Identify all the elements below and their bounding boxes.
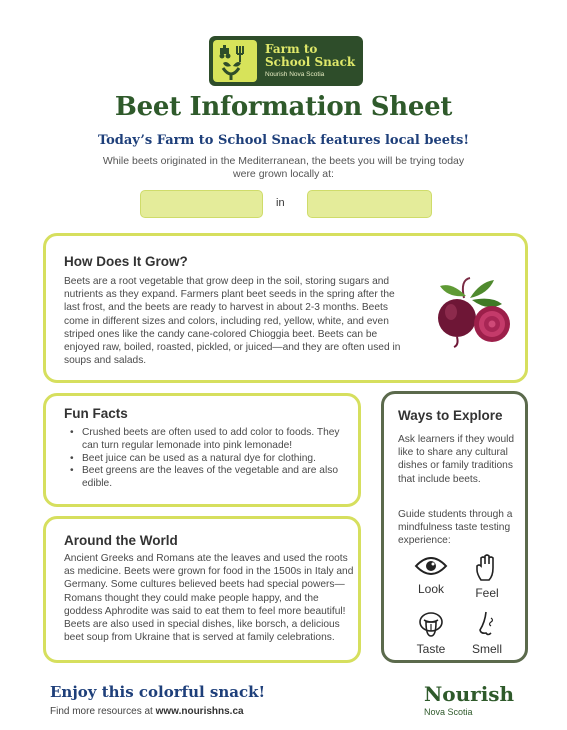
sense-feel: [462, 554, 512, 600]
nose-icon: [477, 610, 497, 638]
resources-link[interactable]: www.nourishns.ca: [155, 706, 244, 717]
sense-look: [406, 554, 456, 596]
footer-title: Enjoy this colorful snack!: [50, 683, 266, 701]
fun-facts-title: Fun Facts: [64, 406, 128, 421]
farm-to-school-logo: [209, 36, 363, 86]
fun-fact-item: • Crushed beets are often used to add color to foods. They can turn regular lemonade into pink lemonade!: [70, 427, 350, 453]
location-connector: in: [276, 197, 285, 209]
nourish-logo-subtitle: Nova Scotia: [424, 707, 473, 717]
nourish-logo: Nourish: [424, 682, 515, 706]
intro-text: While beets originated in the Mediterranean, the beets you will be trying today were grown locally at:: [102, 155, 465, 180]
explore-paragraph-2: Guide students through a mindfulness taste testing experience:: [398, 509, 513, 547]
around-the-world-body: Ancient Greeks and Romans ate the leaves and used the roots as medicine. Beets were grown for food in the 1500s in Italy and Germany. Some cultures believed beets had special powers—Romans thought they could make people happy, and the goddess Aphrodite was said to eat them to feel more beautiful! Beets are also used in special dishes, like borsch, a delicious beet soup from Ukraine that is served at family celebrations.: [64, 553, 354, 644]
sense-smell-label: Smell: [471, 642, 502, 656]
grow-title: How Does It Grow?: [64, 254, 188, 269]
tongue-icon: [418, 610, 444, 638]
sense-smell: [462, 610, 512, 656]
fun-facts-card: [43, 393, 361, 507]
fun-fact-item: • Beet juice can be used as a natural dye for clothing.: [70, 453, 350, 466]
footer-resources: [50, 706, 244, 717]
farm-icon: [213, 40, 257, 82]
beet-illustration: [424, 276, 516, 348]
explore-paragraph-1: Ask learners if they would like to share any cultural dishes or family traditions that include beets.: [398, 434, 515, 485]
logo-line-3: Nourish Nova Scotia: [265, 71, 325, 78]
fun-facts-list: [70, 427, 350, 491]
logo-line-1: Farm to: [265, 42, 318, 56]
how-does-it-grow-card: [43, 233, 528, 383]
logo-line-2: School Snack: [265, 55, 356, 69]
sense-taste: [406, 610, 456, 656]
around-the-world-card: [43, 516, 361, 663]
farm-name-field[interactable]: [140, 190, 263, 218]
grow-body: Beets are a root vegetable that grow deep in the soil, storing sugars and nutrients as they expand. Farmers plant beet seeds in the spring after the last frost, and the beets are ready to harvest in about 2-3 months. Beets come in different sizes and colors, including red, yellow, white, and even striped ones like the candy cane-colored Chioggia beet. Beets can be enjoyed raw, boiled, roasted, pickled, or juiced—and they are often used in soups and salads.: [64, 276, 401, 367]
sense-look-label: Look: [417, 582, 445, 596]
page-subtitle: Today’s Farm to School Snack features local beets!: [97, 133, 470, 148]
around-the-world-title: Around the World: [64, 533, 178, 548]
page-title: Beet Information Sheet: [114, 92, 453, 122]
sense-taste-label: Taste: [416, 642, 446, 656]
eye-icon: [414, 554, 448, 578]
location-field[interactable]: [307, 190, 432, 218]
fun-fact-item: • Beet greens are the leaves of the vegetable and are also edible.: [70, 465, 350, 491]
hand-icon: [475, 554, 499, 582]
footer-resources-prefix: Find more resources at: [50, 706, 156, 717]
ways-to-explore-title: Ways to Explore: [398, 408, 503, 423]
sense-feel-label: Feel: [475, 586, 499, 600]
ways-to-explore-card: [381, 391, 528, 663]
